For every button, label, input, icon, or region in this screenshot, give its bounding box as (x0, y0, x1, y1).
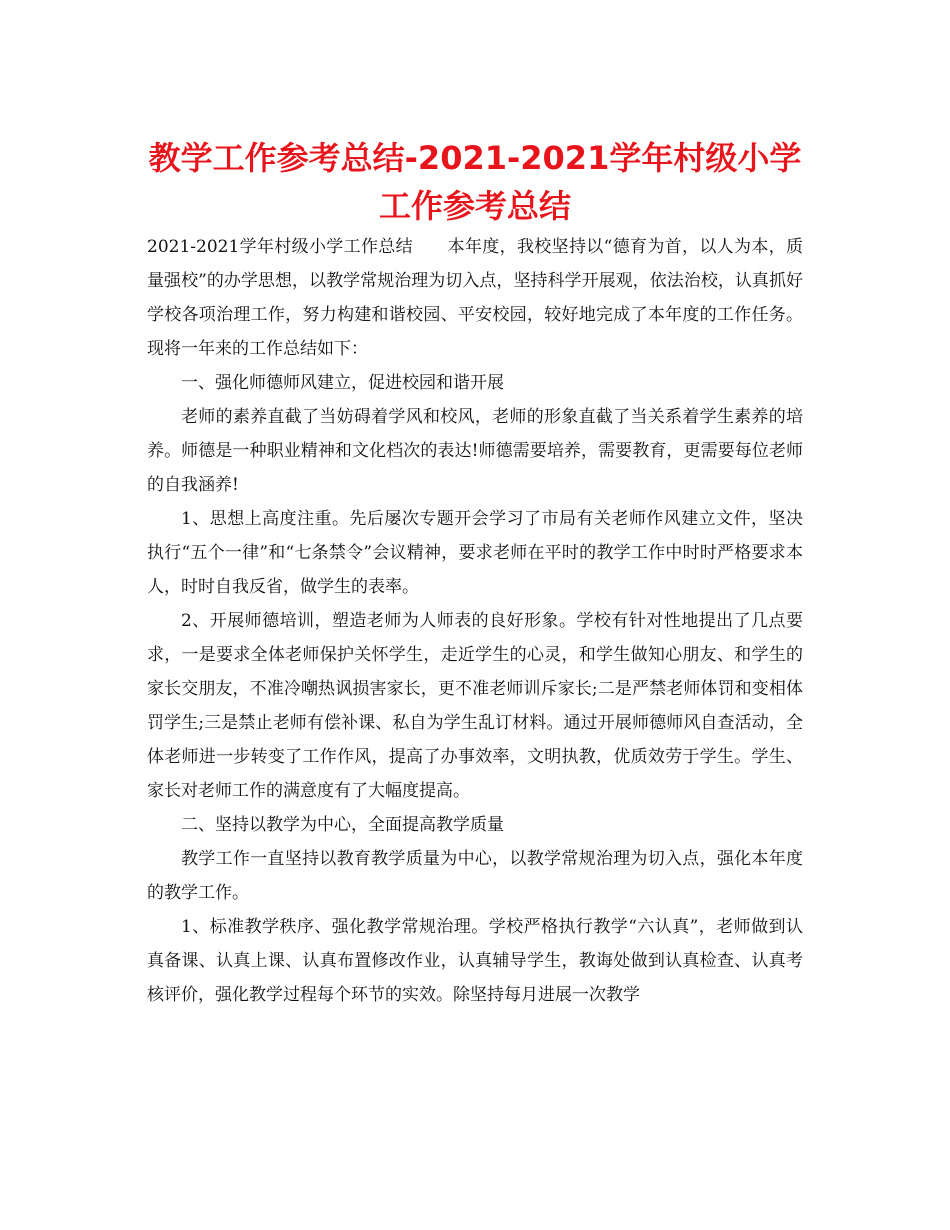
paragraph: 教学工作一直坚持以教育教学质量为中心，以教学常规治理为切入点，强化本年度的教学工作。 (147, 849, 803, 903)
paragraph: 老师的素养直截了当妨碍着学风和校风，老师的形象直截了当关系着学生素养的培养。师德是一种职业精神和文化档次的表达!师德需要培养，需要教育，更需要每位老师的自我涵养! (147, 407, 803, 495)
paragraph-intro: 2021-2021学年村级小学工作总结 本年度，我校坚持以“德育为首，以人为本，质量强校”的办学思想，以教学常规治理为切入点，坚持科学开展观，依法治校，认真抓好学校各项治理工作，努力构建和谐校园、平安校园，较好地完成了本年度的工作任务。现将一年来的工作总结如下： (147, 237, 803, 359)
paragraph: 2、开展师德培训，塑造老师为人师表的良好形象。学校有针对性地提出了几点要求，一是要求全体老师保护关怀学生，走近学生的心灵，和学生做知心朋友、和学生的家长交朋友，不准冷嘲热讽损害家长，更不准老师训斥家长;二是严禁老师体罚和变相体罚学生;三是禁止老师有偿补课、私自为学生乱订材料。通过开展师德师风自查活动，全体老师进一步转变了工作作风，提高了办事效率，文明执教，优质效劳于学生。学生、家长对老师工作的满意度有了大幅度提高。 (147, 611, 803, 801)
paragraph: 1、标准教学秩序、强化教学常规治理。学校严格执行教学“六认真”，老师做到认真备课、认真上课、认真布置修改作业，认真辅导学生，教诲处做到认真检查、认真考核评价，强化教学过程每个环节的实效。除坚持每月进展一次教学 (147, 917, 803, 1005)
paragraph: 1、思想上高度注重。先后屡次专题开会学习了市局有关老师作风建立文件，坚决执行“五个一律”和“七条禁令”会议精神，要求老师在平时的教学工作中时时严格要求本人，时时自我反省，做学生的表率。 (147, 509, 803, 597)
document-title: 教学工作参考总结-2021-2021学年村级小学工作参考总结 (148, 139, 802, 225)
section-heading-1: 一、强化师德师风建立，促进校园和谐开展 (181, 373, 504, 393)
document-body (147, 230, 803, 1012)
section-heading-2: 二、坚持以教学为中心，全面提高教学质量 (181, 815, 504, 835)
